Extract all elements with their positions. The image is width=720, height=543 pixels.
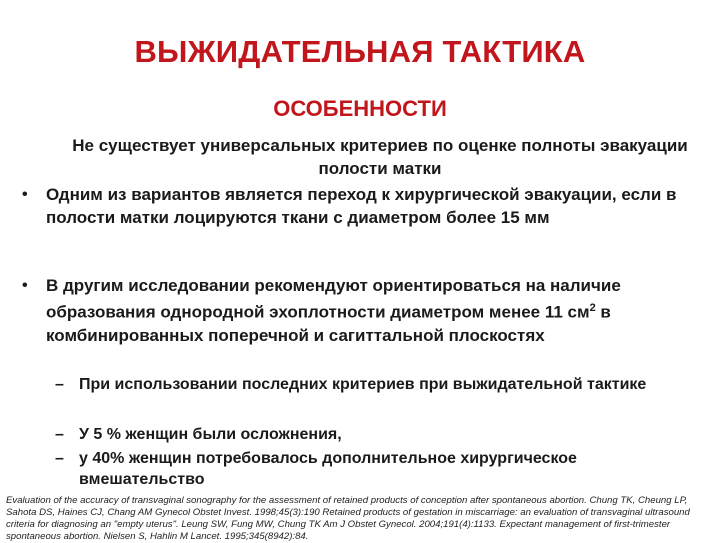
sub-bullet-text: у 40% женщин потребовалось дополнительное хирургическое вмешательство: [79, 450, 577, 488]
bullet-text-part: в комбинированных поперечной и сагиттальной плоскостях: [46, 302, 611, 345]
superscript: 2: [589, 302, 596, 314]
bullet-text: Одним из вариантов является переход к хирургической эвакуации, если в полости матки лоцируются ткани с диаметром более 15 мм: [46, 185, 677, 227]
dash-mark: –: [55, 426, 64, 443]
bullet-text: [46, 274, 692, 347]
bullet-item: [22, 183, 692, 229]
slide-subtitle: ОСОБЕННОСТИ: [273, 96, 447, 121]
sub-bullet-text: При использовании последних критериев при выжидательной тактике: [79, 376, 647, 393]
bullet-item: [22, 274, 692, 347]
bullet-mark: •: [22, 186, 28, 203]
slide-title: ВЫЖИДАТЕЛЬНАЯ ТАКТИКА: [134, 34, 586, 69]
sub-bullet-item: [55, 374, 675, 395]
sub-bullet-item: [55, 424, 675, 445]
sub-bullet-item: [55, 448, 675, 490]
references: Evaluation of the accuracy of transvaginal sonography for the assessment of retained products of conception after spontaneous abortion. Chung TK, Cheung LP, Sahota DS, Haines CJ, Chang AM Gynecol Obstet Invest. 1998;45(3):190 Retained products of gestation in miscarriage: an evaluation of transvaginal ultrasound criteria for diagnosing an "empty uterus". Leung SW, Fung MW, Chung TK Am J Obstet Gynecol. 2004;191(4):1133. Expectant management of first-trimester spontaneous abortion. Nielsen S, Hahlin M Lancet. 1995;345(8942):84.: [6, 495, 690, 542]
dash-mark: –: [55, 450, 64, 467]
sub-bullet-text: У 5 % женщин были осложнения,: [79, 426, 342, 443]
bullet-mark: •: [22, 277, 28, 294]
dash-mark: –: [55, 376, 64, 393]
intro-text: Не существует универсальных критериев по оценке полноты эвакуации полости матки: [72, 136, 688, 178]
bullet-text-part: В другим исследовании рекомендуют ориентироваться на наличие образования однородной эхоплотности диаметром менее 11 см: [46, 276, 621, 322]
